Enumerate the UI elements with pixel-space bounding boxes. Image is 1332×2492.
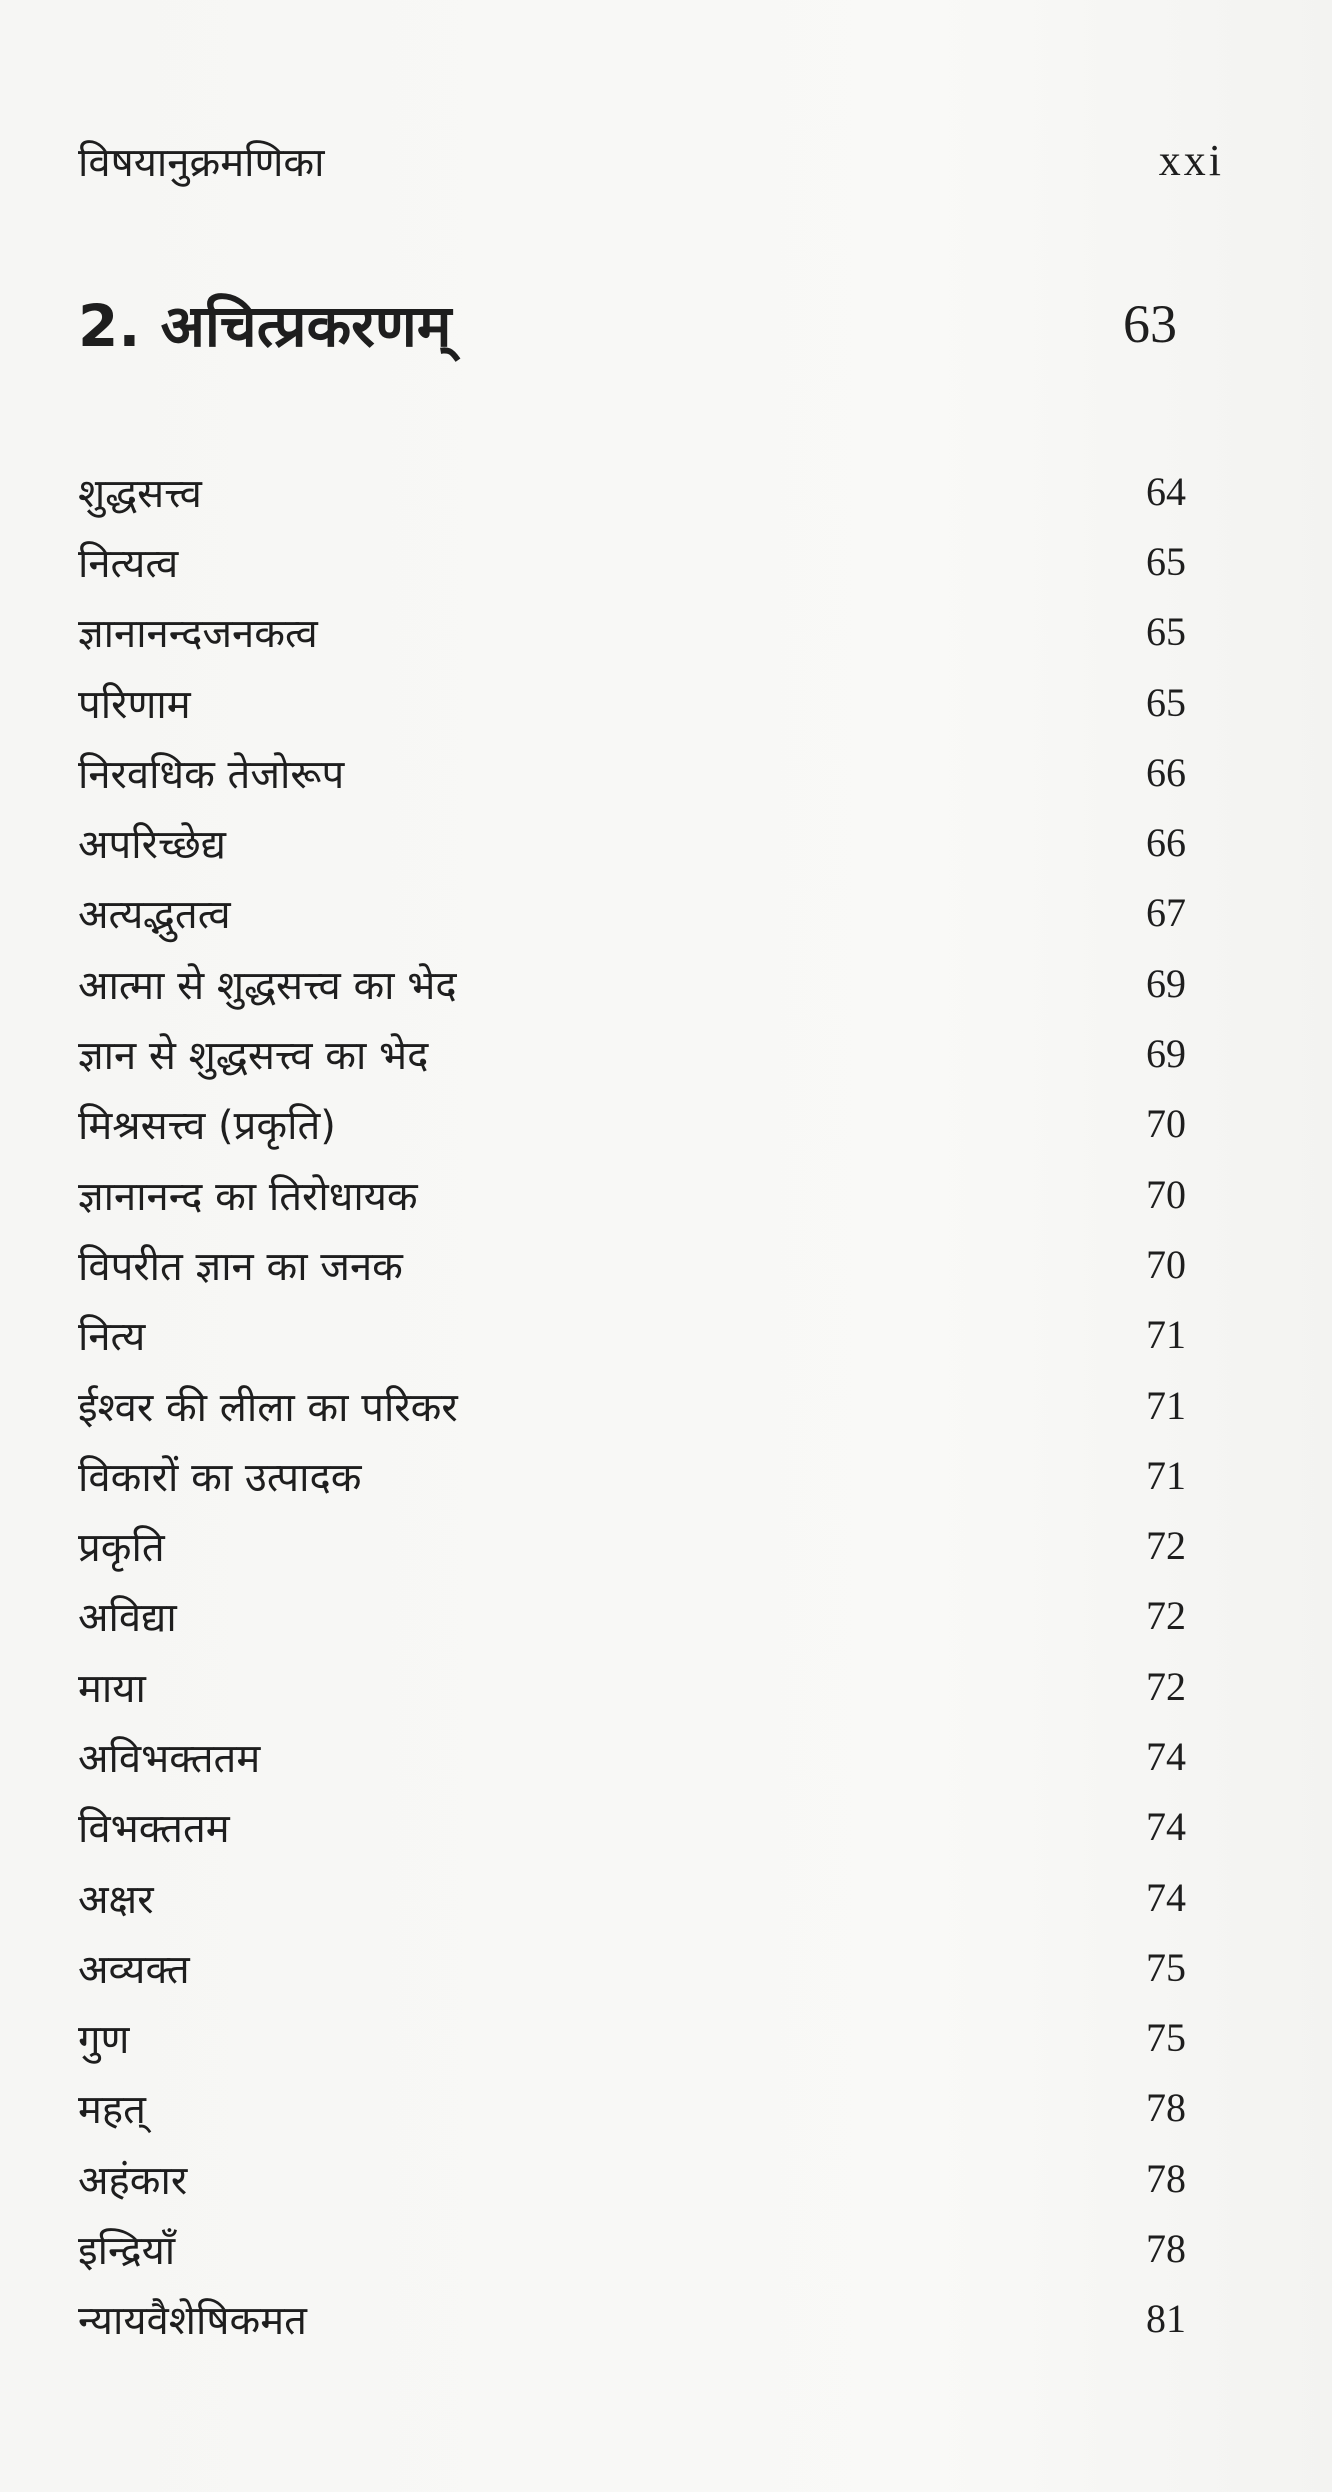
entry-title: मिश्रसत्त्व (प्रकृति) bbox=[78, 1103, 336, 1150]
toc-entry bbox=[78, 667, 1186, 737]
entry-title: विपरीत ज्ञान का जनक bbox=[78, 1243, 403, 1290]
entry-title: अक्षर bbox=[78, 1876, 154, 1923]
entry-title: अव्यक्त bbox=[78, 1946, 190, 1993]
entry-page-number: 78 bbox=[1146, 2085, 1186, 2131]
entry-page-number: 65 bbox=[1146, 609, 1186, 655]
toc-entry bbox=[78, 1932, 1186, 2002]
entry-title: विकारों का उत्पादक bbox=[78, 1454, 362, 1501]
entry-title: नित्य bbox=[78, 1314, 146, 1361]
toc-entry bbox=[78, 2003, 1186, 2073]
entry-page-number: 75 bbox=[1146, 1944, 1186, 1990]
entry-page-number: 67 bbox=[1146, 890, 1186, 936]
entry-title: अत्यद्भुतत्व bbox=[78, 892, 231, 939]
entry-page-number: 72 bbox=[1146, 1593, 1186, 1639]
entry-page-number: 66 bbox=[1146, 820, 1186, 866]
entry-page-number: 70 bbox=[1146, 1101, 1186, 1147]
entry-page-number: 72 bbox=[1146, 1523, 1186, 1569]
chapter-title: 2. अचित्प्रकरणम् bbox=[78, 292, 452, 360]
table-of-contents bbox=[78, 456, 1186, 2354]
toc-entry bbox=[78, 1018, 1186, 1088]
toc-entry bbox=[78, 1159, 1186, 1229]
entry-page-number: 70 bbox=[1146, 1241, 1186, 1287]
toc-entry bbox=[78, 948, 1186, 1018]
toc-entry bbox=[78, 526, 1186, 596]
entry-page-number: 72 bbox=[1146, 1663, 1186, 1709]
entry-title: महत् bbox=[78, 2087, 146, 2134]
entry-page-number: 74 bbox=[1146, 1874, 1186, 1920]
toc-entry bbox=[78, 456, 1186, 526]
entry-title: अविभक्ततम bbox=[78, 1735, 261, 1782]
entry-title: निरवधिक तेजोरूप bbox=[78, 751, 345, 798]
entry-title: ज्ञान से शुद्धसत्त्व का भेद bbox=[78, 1033, 429, 1080]
entry-page-number: 71 bbox=[1146, 1452, 1186, 1498]
entry-page-number: 69 bbox=[1146, 1031, 1186, 1077]
entry-page-number: 69 bbox=[1146, 960, 1186, 1006]
toc-entry bbox=[78, 2213, 1186, 2283]
entry-title: विभक्ततम bbox=[78, 1806, 230, 1853]
entry-title: नित्यत्व bbox=[78, 540, 179, 587]
entry-title: गुण bbox=[78, 2017, 130, 2064]
toc-entry bbox=[78, 1862, 1186, 1932]
entry-page-number: 78 bbox=[1146, 2155, 1186, 2201]
toc-entry bbox=[78, 737, 1186, 807]
entry-title: आत्मा से शुद्धसत्त्व का भेद bbox=[78, 962, 457, 1009]
toc-entry bbox=[78, 1651, 1186, 1721]
entry-title: ईश्वर की लीला का परिकर bbox=[78, 1384, 458, 1431]
entry-title: अपरिच्छेद्य bbox=[78, 822, 226, 869]
toc-entry bbox=[78, 1229, 1186, 1299]
entry-title: ज्ञानानन्द का तिरोधायक bbox=[78, 1173, 418, 1220]
entry-page-number: 70 bbox=[1146, 1171, 1186, 1217]
running-head: विषयानुक्रमणिका bbox=[78, 140, 325, 186]
toc-entry bbox=[78, 1300, 1186, 1370]
toc-entry bbox=[78, 2143, 1186, 2213]
toc-entry bbox=[78, 1581, 1186, 1651]
toc-entry bbox=[78, 1370, 1186, 1440]
toc-entry bbox=[78, 2073, 1186, 2143]
toc-entry bbox=[78, 1721, 1186, 1791]
entry-title: अहंकार bbox=[78, 2157, 188, 2204]
toc-entry bbox=[78, 1440, 1186, 1510]
entry-page-number: 75 bbox=[1146, 2015, 1186, 2061]
entry-title: न्यायवैशेषिकमत bbox=[78, 2298, 307, 2345]
entry-page-number: 71 bbox=[1146, 1382, 1186, 1428]
toc-entry bbox=[78, 597, 1186, 667]
entry-page-number: 66 bbox=[1146, 749, 1186, 795]
toc-entry bbox=[78, 878, 1186, 948]
entry-title: शुद्धसत्त्व bbox=[78, 470, 202, 517]
page-number: xxi bbox=[1158, 136, 1224, 185]
entry-title: ज्ञानानन्दजनकत्व bbox=[78, 611, 318, 658]
entry-page-number: 74 bbox=[1146, 1804, 1186, 1850]
entry-page-number: 65 bbox=[1146, 679, 1186, 725]
toc-entry bbox=[78, 807, 1186, 877]
entry-page-number: 71 bbox=[1146, 1312, 1186, 1358]
toc-entry bbox=[78, 1792, 1186, 1862]
entry-page-number: 81 bbox=[1146, 2296, 1186, 2342]
toc-entry bbox=[78, 2284, 1186, 2354]
entry-title: अविद्या bbox=[78, 1595, 177, 1642]
toc-entry bbox=[78, 1089, 1186, 1159]
entry-page-number: 74 bbox=[1146, 1733, 1186, 1779]
entry-title: प्रकृति bbox=[78, 1525, 165, 1572]
chapter-page-number: 63 bbox=[1123, 294, 1177, 354]
entry-page-number: 64 bbox=[1146, 468, 1186, 514]
entry-page-number: 78 bbox=[1146, 2226, 1186, 2272]
entry-title: माया bbox=[78, 1665, 146, 1712]
entry-title: इन्द्रियाँ bbox=[78, 2228, 176, 2275]
entry-title: परिणाम bbox=[78, 681, 191, 728]
toc-entry bbox=[78, 1510, 1186, 1580]
entry-page-number: 65 bbox=[1146, 538, 1186, 584]
